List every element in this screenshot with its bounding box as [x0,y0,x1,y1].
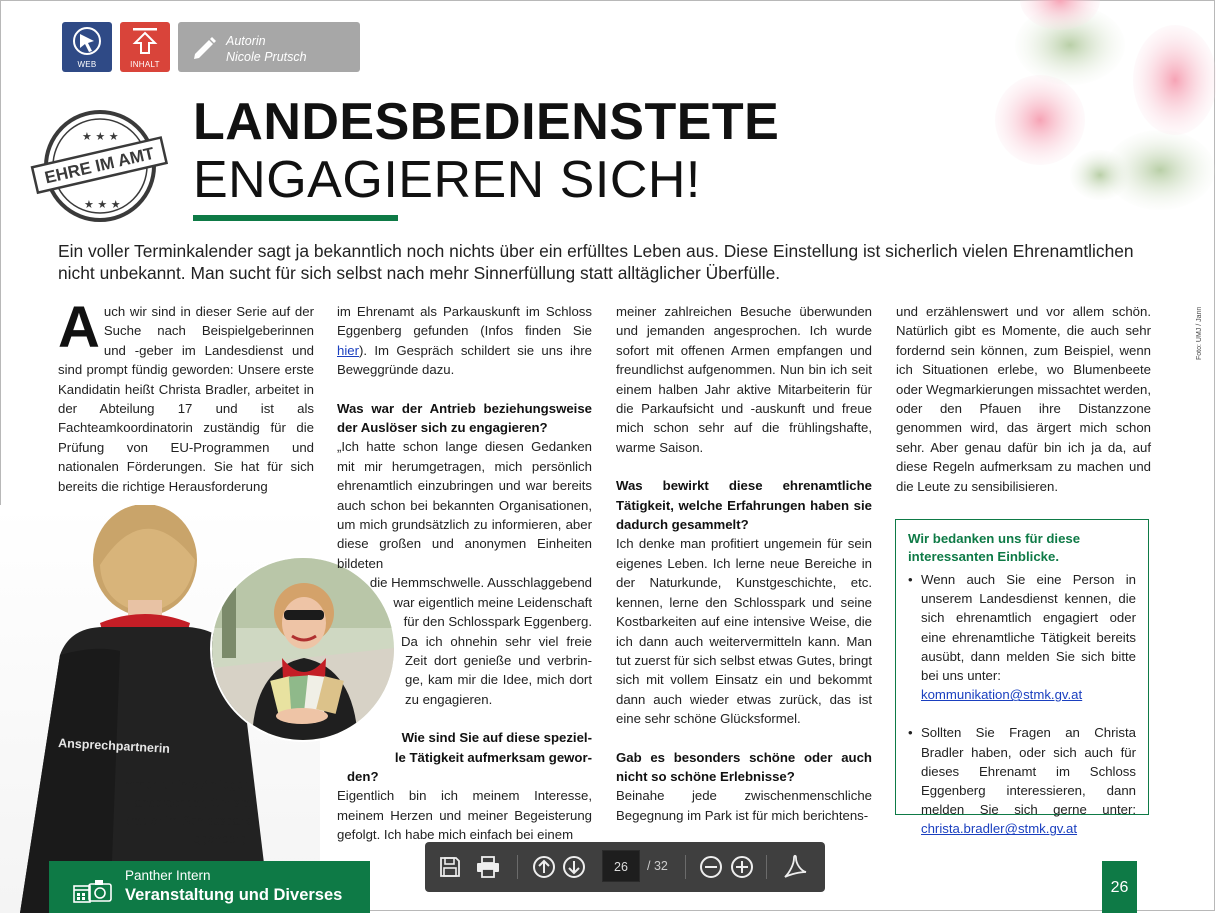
zoom-in-icon [730,855,754,879]
article-column-4 [896,302,1151,496]
answer-1-wrap-3: Da ich ohnehin sehr viel freie [401,633,592,649]
inhalt-label: INHALT [130,60,160,69]
pdf-toolbar [425,842,825,892]
headline-line-2: ENGAGIEREN SICH! [193,151,701,209]
page-total: / 32 [647,859,668,873]
author-name: Nicole Prutsch [226,50,307,64]
box-item-2-text: Sollten Sie Fragen an Christa Bradler haben, oder sich auch für dieses Ehrenamt im Schloss Eggenberg interessieren, dann melden Sie sich gerne unter: [921,725,1136,818]
thank-you-box [895,519,1149,837]
answer-3: Ich denke man profitiert ungemein für sein eigenes Leben. Ich lerne neue Bereiche in der Naturkunde, Kunstgeschichte, etc. kennen, lerne den Schlosspark und seine Kostbarkeiten auf eine intensive Weise, die ich dann auch weitervermitteln kann. Man tut zuerst für sich selbst etwas Gutes, bringt sich mit vollem Einsatz ein und bekommt dann auch wieder etwas zurück, das ist eine sehr schöne Glücksformel. [616,536,872,727]
question-3: Was bewirkt diese ehrenamtliche Tätigkeit, welche Erfahrungen haben sie dadurch gesammelt? [616,478,872,533]
title-underline [193,215,398,221]
column-3-intro: meiner zahlreichen Besuche überwunden und jemanden angesprochen. Ich wurde sofort mit offenen Armen empfangen und freundlichst aufgenommen. Nun bin ich seit einem halben Jahr aktive Mitarbeiterin für die Parkaufsicht und -auskunft und freue mich schon sehr auf die frühlingshafte, warme Saison. [616,304,872,455]
hier-link[interactable]: hier [337,342,359,358]
christa-email-link[interactable]: christa.bradler@stmk.gv.at [921,821,1078,837]
question-2-line-3: den? [347,768,379,784]
print-button[interactable] [475,854,501,880]
question-2-line-1: Wie sind Sie auf diese speziel- [401,730,592,746]
zoom-out-button[interactable] [698,854,724,880]
box-title: Wir bedanken uns für diese interessanten Einblicke. [908,531,1081,564]
page-number-input[interactable]: 26 [602,850,640,882]
drop-cap: A [58,295,100,360]
arrow-down-circle-icon [562,855,586,879]
column-2-intro-text-end: ). Im Gespräch schildert sie uns ihre Beweggründe dazu. [337,342,592,378]
web-label: WEB [77,60,97,69]
column-2-intro-text: im Ehrenamt als Parkauskunft im Schloss Eggenberg gefunden (Infos finden Sie [337,304,592,339]
article-column-2 [337,302,592,845]
open-pdf-button[interactable] [782,854,808,880]
toolbar-divider [766,855,767,879]
answer-1-wrap-1: war eigentlich meine Leidenschaft [393,594,592,610]
svg-text:★ ★ ★: ★ ★ ★ [84,198,121,211]
column-1-text: uch wir sind in dieser Serie auf der Suche nach Beispielgeberinnen und -geber im Landesdienst und sind prompt fündig geworden: Unsere erste Kandidatin heißt Christa Bradler, arbeitet in der Abteilung 17 und ist als Fachteamkoordinatorin zuständig für die Prüfung von EU-Programmen und nationalen Förderungen. Sie hat für sich bereits die richtige Herausforderung [58,304,314,494]
acrobat-pdf-icon [782,854,808,880]
print-icon [476,856,500,878]
arrow-up-icon [130,25,160,57]
previous-page-button[interactable] [531,854,557,880]
zoom-out-icon [699,855,723,879]
author-badge [178,22,360,72]
question-2-line-2: le Tätigkeit aufmerksam gewor- [394,749,592,765]
column-4-text: und erzählenswert und vor allem schön. Natürlich gibt es Momente, die auch sehr fordernd sein können, zum Beispiel, wenn ich Situationen erlebe, wo Blumenbeete oder Wegmarkierungen missachtet werden, oder den Pfauen ihre Distanzzone genommen wird, das ärgert mich schon sehr. Aber genau dafür bin ich ja da, auf diese Regeln aufmerksam zu machen und die Leute zu sensibilisieren. [896,304,1151,494]
section-super: Panther Intern [125,868,211,883]
section-title: Veranstaltung und Diverses [125,886,343,904]
jacket-text: Ansprechpartnerin [57,736,171,756]
article-column-3 [616,302,872,825]
rose-decoration-image [960,0,1216,215]
pen-icon [192,34,218,60]
next-page-button[interactable] [561,854,587,880]
inhalt-button[interactable] [120,22,170,72]
answer-1-wrap-6: zu engagieren. [405,691,493,707]
toolbar-divider [685,855,686,879]
answer-1-wrap-5: ge, kam mir die Idee, mich dort [405,672,592,688]
article-column-1 [58,295,314,496]
question-1: Was war der Antrieb beziehungsweise der Auslöser sich zu engagieren? [337,400,592,436]
ehre-im-amt-stamp [30,108,170,228]
camera-calendar-icon [73,878,113,904]
section-footer-tab [49,861,370,913]
question-4: Gab es besonders schöne oder auch nicht so schöne Erlebnisse? [616,749,872,784]
answer-2: Eigentlich bin ich meinem Interesse, meinem Herzen und meiner Begeisterung gefolgt. Ich habe mich einfach bei einem [337,788,592,843]
arrow-up-circle-icon [532,855,556,879]
cursor-globe-icon [70,25,104,59]
zoom-in-button[interactable] [729,854,755,880]
column-2-intro [337,302,592,380]
save-icon [439,856,461,878]
author-role: Autorin [226,34,266,48]
headline-line-1: LANDESBEDIENSTETE [193,93,780,151]
save-button[interactable] [437,854,463,880]
page-number-badge: 26 [1102,861,1137,913]
answer-1-wrap-4: Zeit dort genieße und verbrin- [405,652,592,668]
toolbar-divider [517,855,518,879]
answer-1-full: „Ich hatte schon lange diesen Gedanken mit mir herumgetragen, mich persönlich ehrenamtlich einzubringen und war bereits auch schon bei bekannten Organisationen, um mich grundsätzlich zu informieren, aber diese großen und anonymen Einheiten bildeten [337,439,592,571]
photo-credit-right: Foto: UMJ / Jann [1196,306,1203,360]
answer-4: Beinahe jede zwischenmenschliche Begegnung im Park ist für mich berichtens- [616,788,872,823]
answer-1-wrap-2: für den Schlosspark Eggenberg. [403,614,592,630]
box-item-1-text: Wenn auch Sie eine Person in unserem Landesdienst kennen, die sich ehrenamtlich engagiert oder eine ehrenamtliche Tätigkeit bereits ausübt, dann melden Sie sich bitte bei uns unter: [921,572,1136,684]
answer-1-wrap-0: die Hemmschwelle. Ausschlaggebend [369,575,592,591]
kommunikation-email-link[interactable]: kommunikation@stmk.gv.at [921,687,1083,703]
web-button[interactable] [62,22,112,72]
intro-paragraph: Ein voller Terminkalender sagt ja bekanntlich noch nichts über ein erfülltes Leben aus. Diese Einstellung ist sicherlich vielen Ehrenamtlichen nicht unbekannt. Man sucht für sich selbst nach mehr Sinnerfüllung statt alltäglicher Überfülle. [58,241,1134,283]
svg-text:★ ★ ★: ★ ★ ★ [82,130,119,143]
box-item-2 [908,723,1136,838]
stamp-text: EHRE IM AMT [42,143,157,188]
photo-caption: Immer für ihre Anliegen ansprechbar, Christa Bradler im Schlosspark Eggenberg. [120,778,250,846]
box-item-1 [908,570,1136,704]
